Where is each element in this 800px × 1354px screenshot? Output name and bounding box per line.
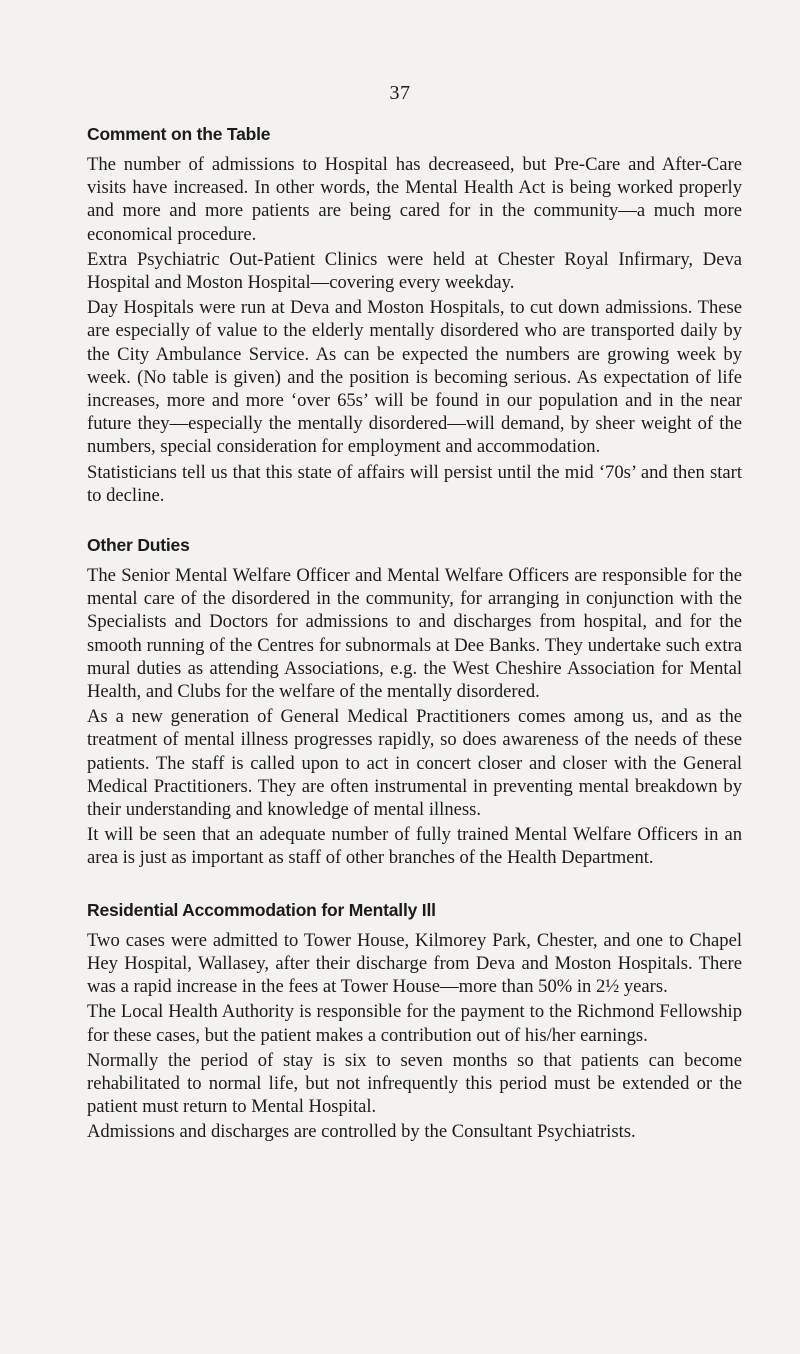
section-heading: Residential Accommodation for Mentally Ill [87,899,436,920]
paragraph: The Senior Mental Welfare Officer and Mental Welfare Officers are responsible for the mental care of the disordered in the community, for arranging in conjunction with the Specialists and Doctors for admissions to and discharges from hospital, and for the smooth running of the Centres for subnormals at Dee Banks. They undertake such extra mural duties as attending Associations, e.g. the West Cheshire Association for Mental Health, and Clubs for the welfare of the mentally disordered. [87,565,742,703]
paragraph: Admissions and discharges are controlled by the Consultant Psychiatrists. [87,1121,636,1143]
paragraph: The Local Health Authority is responsible for the payment to the Richmond Fellowship for these cases, but the patient makes a contribution out of his/her earnings. [87,1001,742,1046]
paragraph: Two cases were admitted to Tower House, Kilmorey Park, Chester, and one to Chapel Hey Hospital, Wallasey, after their discharge from Deva and Moston Hospitals. There was a rapid increase in the fees at Tower House—more than 50% in 2½ years. [87,929,742,998]
section-residential-accommodation [87,900,742,1144]
paragraph: Normally the period of stay is six to seven months so that patients can become rehabilitated to normal life, but not infrequently this period must be extended or the patient must return to Mental Hospital. [87,1049,742,1118]
paragraph: The number of admissions to Hospital has decreaseed, but Pre-Care and After-Care visits have increased. In other words, the Mental Health Act is being worked properly and more and more patients are being cared for in the community—a much more economical procedure. [87,154,742,245]
paragraph: It will be seen that an adequate number of fully trained Mental Welfare Officers in an area is just as important as staff of other branches of the Health Department. [87,824,742,869]
page-number: 37 [389,82,411,104]
section-other-duties [87,535,742,870]
paragraph: As a new generation of General Medical Practitioners comes among us, and as the treatment of mental illness progresses rapidly, so does awareness of the needs of these patients. The staff is called upon to act in concert closer and closer with the General Medical Practitioners. They are often instrumental in preventing mental breakdown by their understanding and knowledge of mental illness. [87,706,742,821]
section-heading: Other Duties [87,535,190,556]
section-heading: Comment on the Table [87,124,271,144]
paragraph: Statisticians tell us that this state of affairs will persist until the mid ‘70s’ and then start to decline. [87,461,742,506]
page-content [87,124,742,1178]
section-comment-on-table [87,124,742,507]
paragraph: Day Hospitals were run at Deva and Moston Hospitals, to cut down admissions. These are especially of value to the elderly mentally disordered who are transported daily by the City Ambulance Service. As can be expected the numbers are growing week by week. (No table is given) and the position is becoming serious. As expectation of life increases, more and more ‘over 65s’ will be found in our population and in the near future they—especially the mentally disordered—will demand, by sheer weight of the numbers, special consideration for employment and accommodation. [87,297,742,458]
paragraph: Extra Psychiatric Out-Patient Clinics were held at Chester Royal Infirmary, Deva Hospital and Moston Hospital—covering every weekday. [87,248,742,294]
